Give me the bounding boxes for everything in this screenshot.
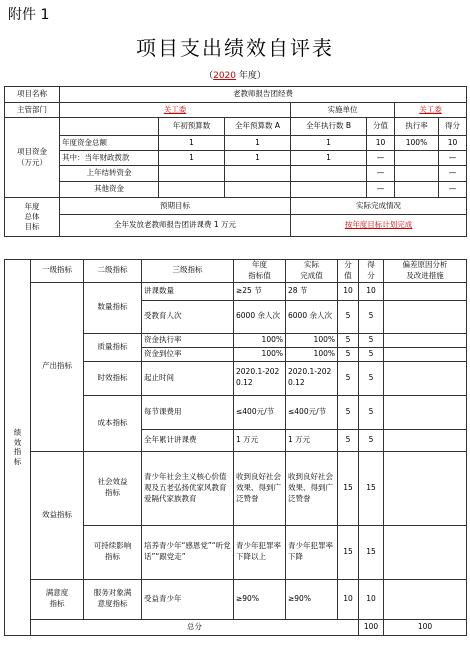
indicator-actual: 6000 余人次 [286,300,338,333]
col-score: 分值 [367,118,395,136]
indicator-got: 5 [359,429,384,451]
indicator-actual: 100% [286,333,338,347]
indicator-actual: 100% [286,347,338,361]
indicator-note [384,333,467,347]
fund-cell [225,182,291,198]
hdr-level1: 一级指标 [31,260,84,283]
dept-label: 主管部门 [5,103,60,118]
indicator-score: 5 [338,347,359,361]
indicator-target: ≥25 节 [234,282,286,300]
indicator-name: 培养青少年“感恩党”“听党话”“跟党走” [142,525,234,579]
indicator-actual: 28 节 [286,282,338,300]
indicator-score: 5 [338,395,359,429]
expected-goal-header: 预期目标 [60,198,291,215]
indicator-score: 10 [338,282,359,300]
indicator-name: 全年累计讲课费 [142,429,234,451]
year-close: ） [256,71,266,81]
timeliness-indicator-label: 时效指标 [84,361,142,395]
unit-value: 关工委 [395,103,467,118]
col-exec-rate: 执行率 [395,118,439,136]
hdr-level2: 二级指标 [84,260,142,283]
project-name-value: 老教师报告团经费 [60,87,467,103]
total-score: 100 [359,619,384,635]
fund-cell: — [439,151,467,166]
fund-cell: 10 [439,136,467,151]
funds-section-label: 项目资金 （万元） [5,118,60,198]
indicator-name: 青少年社会主义核心价值观及五老弘扬优家风教育爱隔代家族教育 [142,451,234,525]
quantity-indicator-label: 数量指标 [84,282,142,333]
fund-cell: — [367,166,395,182]
col-annual-exec: 全年执行数 B [291,118,367,136]
output-indicator-label: 产出指标 [31,282,84,451]
fund-cell [395,151,439,166]
indicator-score: 5 [338,333,359,347]
indicator-score: 5 [338,300,359,333]
year-open: （ [204,71,214,81]
hdr-level3: 三级指标 [142,260,234,283]
indicator-got: 5 [359,333,384,347]
fund-cell [159,182,225,198]
hdr-actual: 实际 完成值 [286,260,338,283]
indicator-actual: 青少年犯罪率下降 [286,525,338,579]
col-initial-budget: 年初预算数 [159,118,225,136]
indicator-score: 5 [338,429,359,451]
sustainable-impact-label: 可持续影响 指标 [84,525,142,579]
indicator-target: 收到良好社会效果、得到广泛赞誉 [234,451,286,525]
indicator-actual: 收到良好社会效果、得到广泛赞誉 [286,451,338,525]
fund-cell: 1 [159,136,225,151]
dept-value: 关工委 [60,103,291,118]
indicator-score: 15 [338,451,359,525]
fund-cell: — [439,166,467,182]
fund-cell [291,182,367,198]
year-line [0,68,470,81]
indicator-note [384,451,467,525]
fund-cell: 1 [225,136,291,151]
indicator-actual: ≤400元/节 [286,395,338,429]
indicator-actual: 1 万元 [286,429,338,451]
fund-row-label: 其中：当年财政拨款 [60,151,159,166]
indicator-actual: ≥90% [286,579,338,619]
indicator-got: 5 [359,395,384,429]
satisfaction-indicator-label: 满意度 指标 [31,579,84,619]
indicator-note [384,579,467,619]
indicator-got: 5 [359,361,384,395]
funds-header-blank [60,118,159,136]
attachment-label: 附件 1 [8,7,50,23]
actual-status-text: 按年度目标计划完成 [291,215,467,237]
service-satisfaction-label: 服务对象满 意度指标 [84,579,142,619]
indicator-target: 青少年犯罪率下降以上 [234,525,286,579]
indicator-got: 5 [359,300,384,333]
indicator-got: 5 [359,347,384,361]
fund-cell [395,166,439,182]
fund-cell: 1 [159,151,225,166]
unit-label: 实施单位 [291,103,395,118]
performance-side-label: 绩 效 指 标 [5,260,31,636]
fund-cell: 10 [367,136,395,151]
indicator-actual: 2020.1-2020.12 [286,361,338,395]
summary-table [4,86,467,237]
fund-row-label: 上年结转资金 [60,166,159,182]
actual-status-header: 实际完成情况 [291,198,467,215]
expected-goal-text: 全年发放老教师报告团讲课费 1 万元 [60,215,291,237]
fund-row-label: 其他资金 [60,182,159,198]
quality-indicator-label: 质量指标 [84,333,142,361]
hdr-score: 分 值 [338,260,359,283]
col-got: 得分 [439,118,467,136]
fund-cell: — [367,151,395,166]
indicator-got: 15 [359,525,384,579]
indicator-note [384,395,467,429]
indicator-name: 受教育人次 [142,300,234,333]
indicator-name: 起止时间 [142,361,234,395]
indicator-note [384,525,467,579]
fund-cell [395,182,439,198]
indicator-note [384,429,467,451]
indicator-name: 每节课费用 [142,395,234,429]
year-value: 2020 [213,71,237,81]
col-annual-budget: 全年预算数 A [225,118,291,136]
fund-cell [225,166,291,182]
total-label: 总分 [31,619,359,635]
indicator-got: 15 [359,451,384,525]
indicator-score: 10 [338,579,359,619]
indicator-score: 15 [338,525,359,579]
fund-cell: 100% [395,136,439,151]
indicator-note [384,282,467,300]
indicator-note [384,361,467,395]
year-suffix: 年度 [236,71,257,81]
indicator-target: ≥90% [234,579,286,619]
indicator-score: 5 [338,361,359,395]
social-benefit-label: 社会效益 指标 [84,451,142,525]
indicator-got: 10 [359,282,384,300]
indicator-target: 1 万元 [234,429,286,451]
hdr-got: 得 分 [359,260,384,283]
hdr-target: 年度 指标值 [234,260,286,283]
fund-cell: — [439,182,467,198]
indicator-target: 100% [234,333,286,347]
benefit-indicator-label: 效益指标 [31,451,84,579]
indicator-target: 100% [234,347,286,361]
indicator-name: 讲课数量 [142,282,234,300]
cost-indicator-label: 成本指标 [84,395,142,451]
indicator-name: 资金到位率 [142,347,234,361]
fund-cell: 1 [291,151,367,166]
indicator-table [4,259,467,636]
indicator-target: 6000 余人次 [234,300,286,333]
page-title: 项目支出绩效自评表 [136,36,334,60]
fund-cell: 1 [291,136,367,151]
fund-cell [291,166,367,182]
indicator-target: 2020.1-2020.12 [234,361,286,395]
hdr-deviation: 偏差原因分析 及改进措施 [384,260,467,283]
indicator-note [384,347,467,361]
indicator-got: 10 [359,579,384,619]
indicator-name: 受益青少年 [142,579,234,619]
fund-cell [159,166,225,182]
indicator-note [384,300,467,333]
total-got: 100 [384,619,467,635]
indicator-target: ≤400元/节 [234,395,286,429]
project-name-label: 项目名称 [5,87,60,103]
fund-cell: — [367,182,395,198]
fund-cell: 1 [225,151,291,166]
indicator-name: 资金执行率 [142,333,234,347]
fund-row-label: 年度资金总额 [60,136,159,151]
annual-goal-label: 年度 总体 目标 [5,198,60,237]
